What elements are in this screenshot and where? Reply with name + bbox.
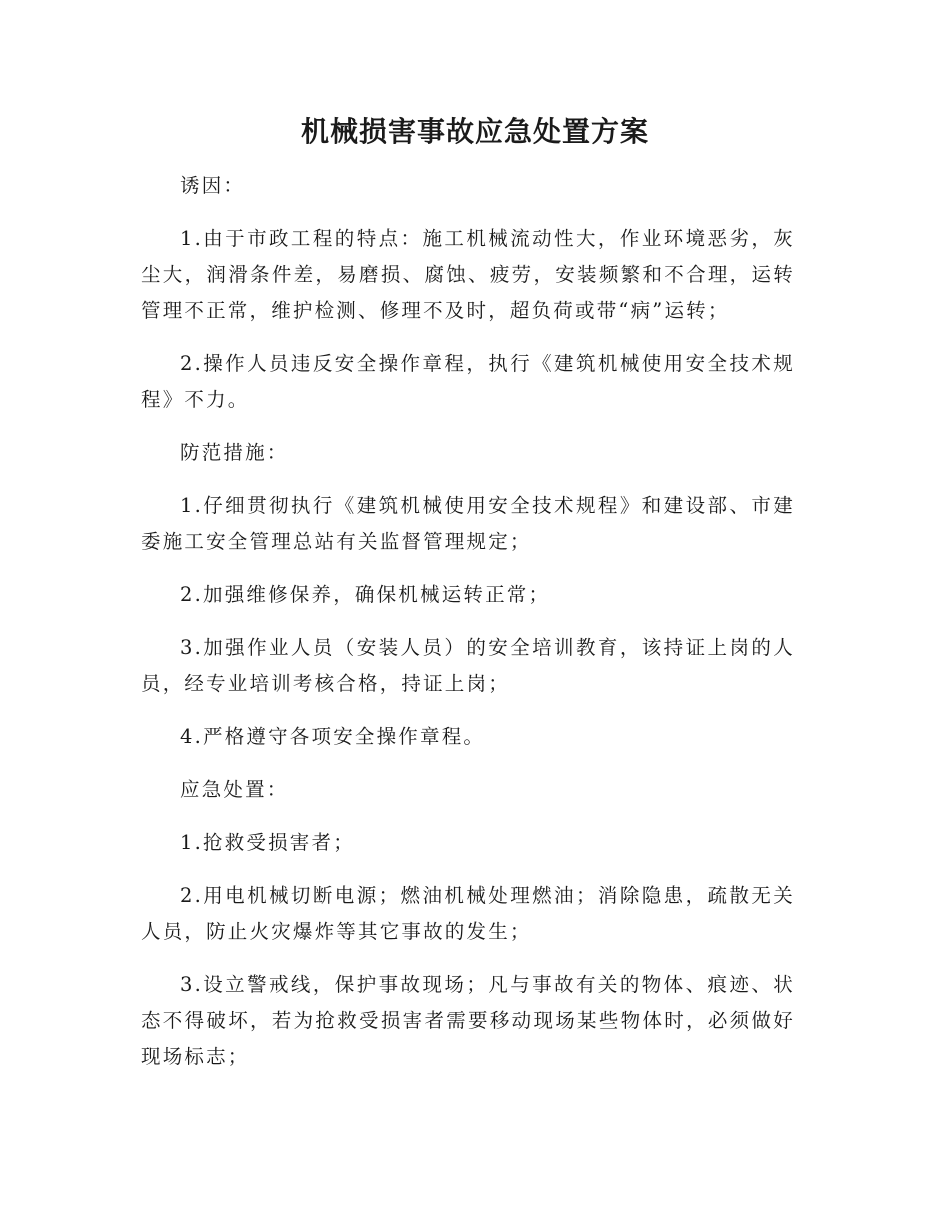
paragraph-prevention-3: 3.加强作业人员（安装人员）的安全培训教育，该持证上岗的人员，经专业培训考核合格，持证上岗； [141, 636, 795, 695]
paragraph-emergency-1: 1.抢救受损害者； [180, 831, 355, 854]
paragraph-prevention-2: 2.加强维修保养，确保机械运转正常； [180, 583, 551, 606]
paragraph-prevention-1: 1.仔细贯彻执行《建筑机械使用安全技术规程》和建设部、市建委施工安全管理总站有关监督管理规定； [141, 494, 795, 553]
paragraph-cause-1: 1.由于市政工程的特点：施工机械流动性大，作业环境恶劣，灰尘大，润滑条件差，易磨损、腐蚀、疲劳，安装频繁和不合理，运转管理不正常，维护检测、修理不及时，超负荷或带“病”运转； [141, 227, 795, 322]
document-title: 机械损害事故应急处置方案 [300, 115, 649, 148]
section-heading-prevention: 防范措施： [180, 441, 289, 464]
paragraph-prevention-4: 4.严格遵守各项安全操作章程。 [180, 725, 486, 748]
section-heading-emergency: 应急处置： [180, 778, 289, 801]
document-body [141, 168, 795, 1092]
paragraph-emergency-3: 3.设立警戒线，保护事故现场；凡与事故有关的物体、痕迹、状态不得破坏，若为抢救受损害者需要移动现场某些物体时，必须做好现场标志； [141, 973, 795, 1068]
paragraph-cause-2: 2.操作人员违反安全操作章程，执行《建筑机械使用安全技术规程》不力。 [141, 352, 795, 411]
paragraph-emergency-2: 2.用电机械切断电源；燃油机械处理燃油；消除隐患，疏散无关人员，防止火灾爆炸等其它事故的发生； [141, 884, 795, 943]
section-heading-causes: 诱因： [180, 174, 246, 197]
